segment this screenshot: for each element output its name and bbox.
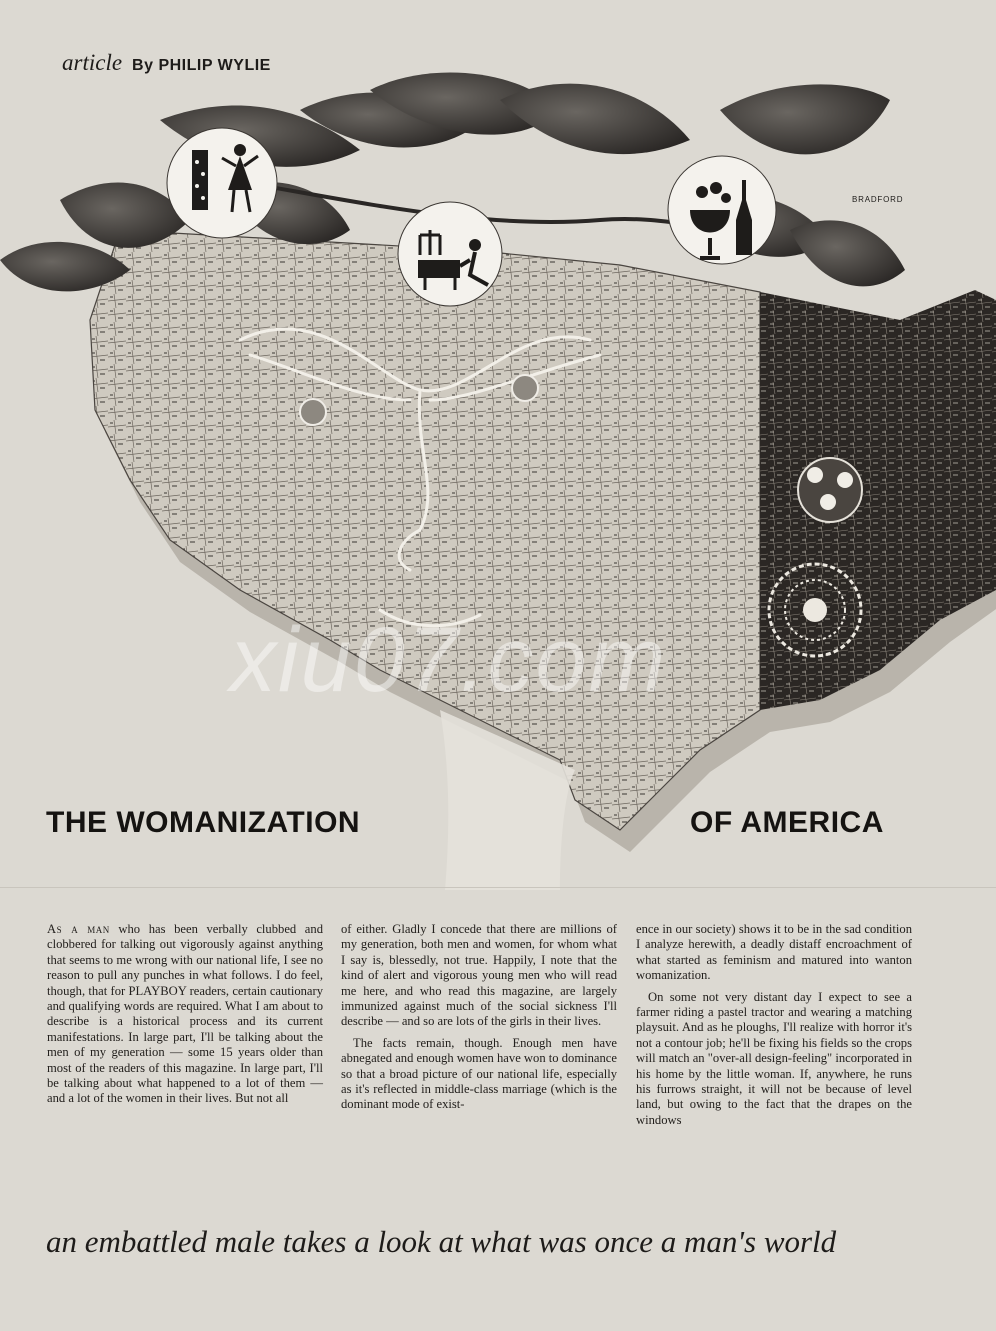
brooch-flower bbox=[798, 458, 862, 522]
woman-dancing-icon bbox=[167, 128, 277, 238]
paragraph-text: who has been verbally clubbed and clobbered for talking out vigorously against anything that seems to me wrong with our national life, I see no reason to pull any punches in what follows. I do feel, though, that for PLAYBOY readers, certain cautionary and qualifying words are required. What I am about to describe is a historical process and its current manifestations. In large part, I'll be talking about the men of my generation — some 15 years older than most of the readers of this magazine. In large part, I'll be talking about what happened to a lot of them — and a lot of the women in their lives. But not all bbox=[47, 922, 323, 1106]
headline-left: THE WOMANIZATION bbox=[46, 806, 361, 839]
marble-eye-left bbox=[300, 399, 326, 425]
marble-eye-right bbox=[512, 375, 538, 401]
headline-right: OF AMERICA bbox=[690, 806, 884, 839]
divider bbox=[0, 887, 996, 888]
pianist-icon bbox=[398, 202, 502, 306]
author-name: By PHILIP WYLIE bbox=[132, 57, 271, 74]
paragraph: The facts remain, though. Enough men have abnegated and enough women have won to dominance so that a broad picture of our national life, especially as it's reflected in middle-class marriage (which is the dominant mode of exist- bbox=[341, 1035, 617, 1112]
text-column-3 bbox=[636, 922, 912, 1134]
tagline: an embattled male takes a look at what was once a man's world bbox=[46, 1224, 837, 1259]
paragraph: of either. Gladly I concede that there are millions of my generation, both men and women, for whom what I say is, blessedly, not true. Happily, I note that the kind of alert and vigorous young men who will read me here, and who read this magazine, are largely immunized against much of the social sickness I'll describe — and so are lots of the girls in their lives. bbox=[341, 922, 617, 1029]
lead-in: As a man bbox=[47, 922, 110, 936]
text-column-1 bbox=[47, 922, 323, 1113]
us-map-east bbox=[760, 290, 996, 710]
paragraph bbox=[47, 922, 323, 1107]
paragraph: ence in our society) shows it to be in the sad condition I analyze herewith, a deadly distaff encroachment of what started as feminism and matured into wanton womanization. bbox=[636, 922, 912, 983]
flowers-and-bottle-icon bbox=[668, 156, 776, 264]
watermark-text: xiu07.com bbox=[230, 609, 668, 711]
paragraph: On some not very distant day I expect to see a farmer riding a pastel tractor and wearing a matching playsuit. And as he ploughs, I'll realize with horror it's not a contour job; he'll be fixing his fields so the crops will match an "over-all design-feeling" incorporated in his home by the little woman. If, anywhere, he runs his furrows straight, it will not be because of level land, but owing to the fact that the drapes on the windows bbox=[636, 989, 912, 1127]
article-kind-label: article bbox=[62, 50, 123, 75]
photo-credit: BRADFORD bbox=[852, 195, 904, 204]
map-illustration bbox=[0, 70, 996, 890]
text-column-2 bbox=[341, 922, 617, 1119]
us-map-west bbox=[90, 230, 760, 830]
